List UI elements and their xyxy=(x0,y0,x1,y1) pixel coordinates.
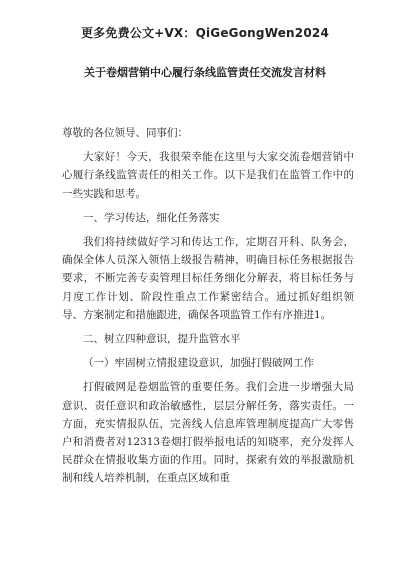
section-1-paragraph: 我们将持续做好学习和传达工作，定期召开科、队务会，确保全体人员深入领悟上级报告精神，明确目标任务根据报告要求，不断完善专卖管理目标任务细化分解表，将目标任务与月度工作计划、阶段性重点工作紧密结合。通过抓好组织领导、方案制定和措施跟进，确保各项监管工作有序推进1。 xyxy=(62,236,354,321)
intro-paragraph: 大家好！今天，我很荣幸能在这里与大家交流卷烟营销中心履行条线监管责任的相关工作。以下是我们在监管工作中的一些实践和思考。 xyxy=(62,151,354,200)
section-2-paragraph: 打假破网是卷烟监管的重要任务。我们会进一步增强大局意识、责任意识和政治敏感性，层层分解任务，落实责任。一方面，充实情报队伍，完善线人信息库管理制度提高广大零售户和消费者对12313卷烟打假举报电话的知晓率，充分发挥人民群众在情报收集方面的作用。同时，探索有效的举报激励机制和线人培养机制，在重点区域和重 xyxy=(62,381,354,485)
section-1-heading: 一、学习传达，细化任务落实 xyxy=(83,211,220,224)
document-title: 关于卷烟营销中心履行条线监管责任交流发言材料 xyxy=(84,66,326,79)
section-2-subheading-1: （一）牢固树立情报建设意识，加强打假破网工作 xyxy=(83,357,314,370)
section-2-heading: 二、树立四种意识，提升监管水平 xyxy=(83,333,241,346)
document-body xyxy=(62,124,354,494)
promo-header: 更多免费公文+VX：QiGeGongWen2024 xyxy=(80,26,329,40)
greeting: 尊敬的各位领导、同事们： xyxy=(62,127,188,139)
